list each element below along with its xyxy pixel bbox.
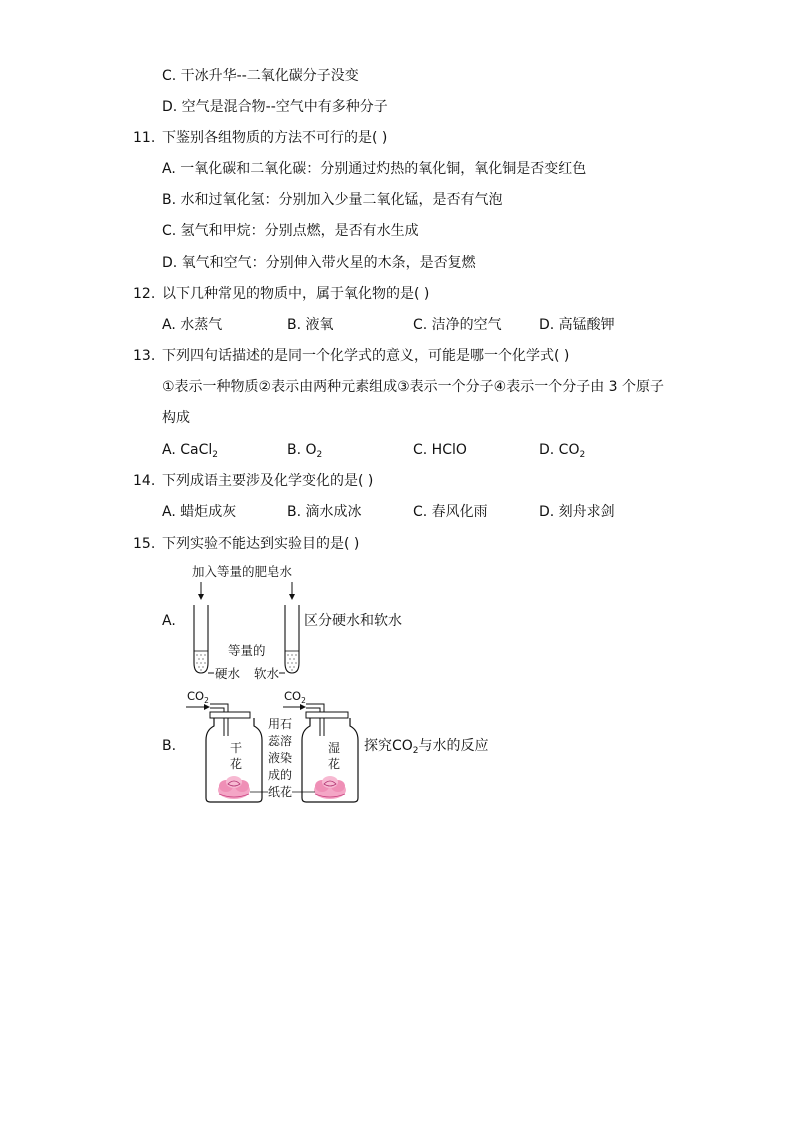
middle-label-3: 液染 [268, 751, 293, 765]
q11-option-b: B. 水和过氧化氢：分别加入少量二氧化锰，是否有气泡 [162, 192, 503, 208]
liquid-dots-left [196, 654, 205, 670]
q14-option-a: A. 蜡炬成灰 [162, 504, 237, 520]
figure-a-mid-label: 等量的 [228, 643, 266, 658]
arrowhead-left [198, 594, 204, 600]
q12-number: 12. [133, 286, 156, 302]
q14-option-b: B. 滴水成冰 [287, 504, 362, 520]
q15-stem: 下列实验不能达到实验目的是( ) [162, 536, 360, 552]
jar-left-label-1: 干 [230, 741, 243, 755]
figure-a-hard-label: 硬水 [215, 666, 241, 681]
q15-option-b-description: 探究$CO_2$与水的反应 [364, 738, 489, 756]
q12-option-b: B. 液氧 [287, 317, 334, 333]
q11-option-c: C. 氢气和甲烷：分别点燃，是否有水生成 [162, 223, 419, 239]
q15-option-a-description: 区分硬水和软水 [304, 613, 402, 629]
q12-option-a: A. 水蒸气 [162, 317, 223, 333]
middle-label-4: 成的 [268, 768, 293, 782]
figure-a-top-label: 加入等量的肥皂水 [192, 564, 293, 579]
q15-option-a-letter: A. [162, 613, 176, 629]
q12-option-d: D. 高锰酸钾 [539, 317, 615, 333]
q11-stem: 下鉴别各组物质的方法不可行的是( ) [162, 130, 388, 146]
q13-option-d: D. $CO_2$ [539, 442, 586, 460]
q13-option-b: B. $O_2$ [287, 442, 323, 460]
q13-number: 13. [133, 348, 156, 364]
q14-option-d: D. 刻舟求剑 [539, 504, 615, 520]
jar-right-stopper [306, 712, 348, 718]
middle-label-1: 用石 [268, 717, 293, 731]
q11-number: 11. [133, 130, 156, 146]
figure-a-soft-label: 软水 [254, 666, 280, 681]
q14-option-c: C. 春风化雨 [413, 504, 488, 520]
q15-option-b-letter: B. [162, 738, 177, 754]
jar-left-stopper [210, 712, 250, 718]
q13-stem-line3: 构成 [162, 410, 190, 426]
q10-option-c: C. 干冰升华--二氧化碳分子没变 [162, 68, 359, 84]
middle-label-5: 纸花 [268, 785, 293, 799]
jar-right-label-2: 花 [328, 757, 341, 771]
q10-option-d: D. 空气是混合物--空气中有多种分子 [162, 99, 388, 115]
middle-label-2: 蕊溶 [268, 734, 293, 748]
co2-label-right: $CO_2$ [284, 689, 306, 705]
jar-right-label-1: 湿 [328, 741, 341, 755]
figure-hard-soft-water [178, 563, 304, 685]
flower-left [218, 776, 250, 799]
q12-stem: 以下几种常见的物质中，属于氧化物的是( ) [162, 286, 430, 302]
co2-label-left: $CO_2$ [187, 689, 209, 705]
q13-option-a: A. CaCl$_2$ [162, 442, 218, 460]
jar-left-label-2: 花 [230, 757, 243, 771]
q13-stem-line2: ①表示一种物质②表示由两种元素组成③表示一个分子④表示一个分子由 3 个原子 [162, 379, 665, 395]
q14-number: 14. [133, 473, 156, 489]
q13-option-c: C. HClO [413, 442, 467, 458]
arrowhead-right [289, 594, 295, 600]
figure-co2-water [184, 686, 364, 804]
q14-stem: 下列成语主要涉及化学变化的是( ) [162, 473, 374, 489]
q12-option-c: C. 洁净的空气 [413, 317, 502, 333]
q11-option-d: D. 氧气和空气：分别伸入带火星的木条，是否复燃 [162, 255, 476, 271]
liquid-dots-right [287, 654, 296, 670]
q15-number: 15. [133, 536, 156, 552]
flower-right [314, 776, 346, 799]
q13-stem: 下列四句话描述的是同一个化学式的意义，可能是哪一个化学式( ) [162, 348, 570, 364]
q11-option-a: A. 一氧化碳和二氧化碳：分别通过灼热的氧化铜，氧化铜是否变红色 [162, 161, 587, 177]
